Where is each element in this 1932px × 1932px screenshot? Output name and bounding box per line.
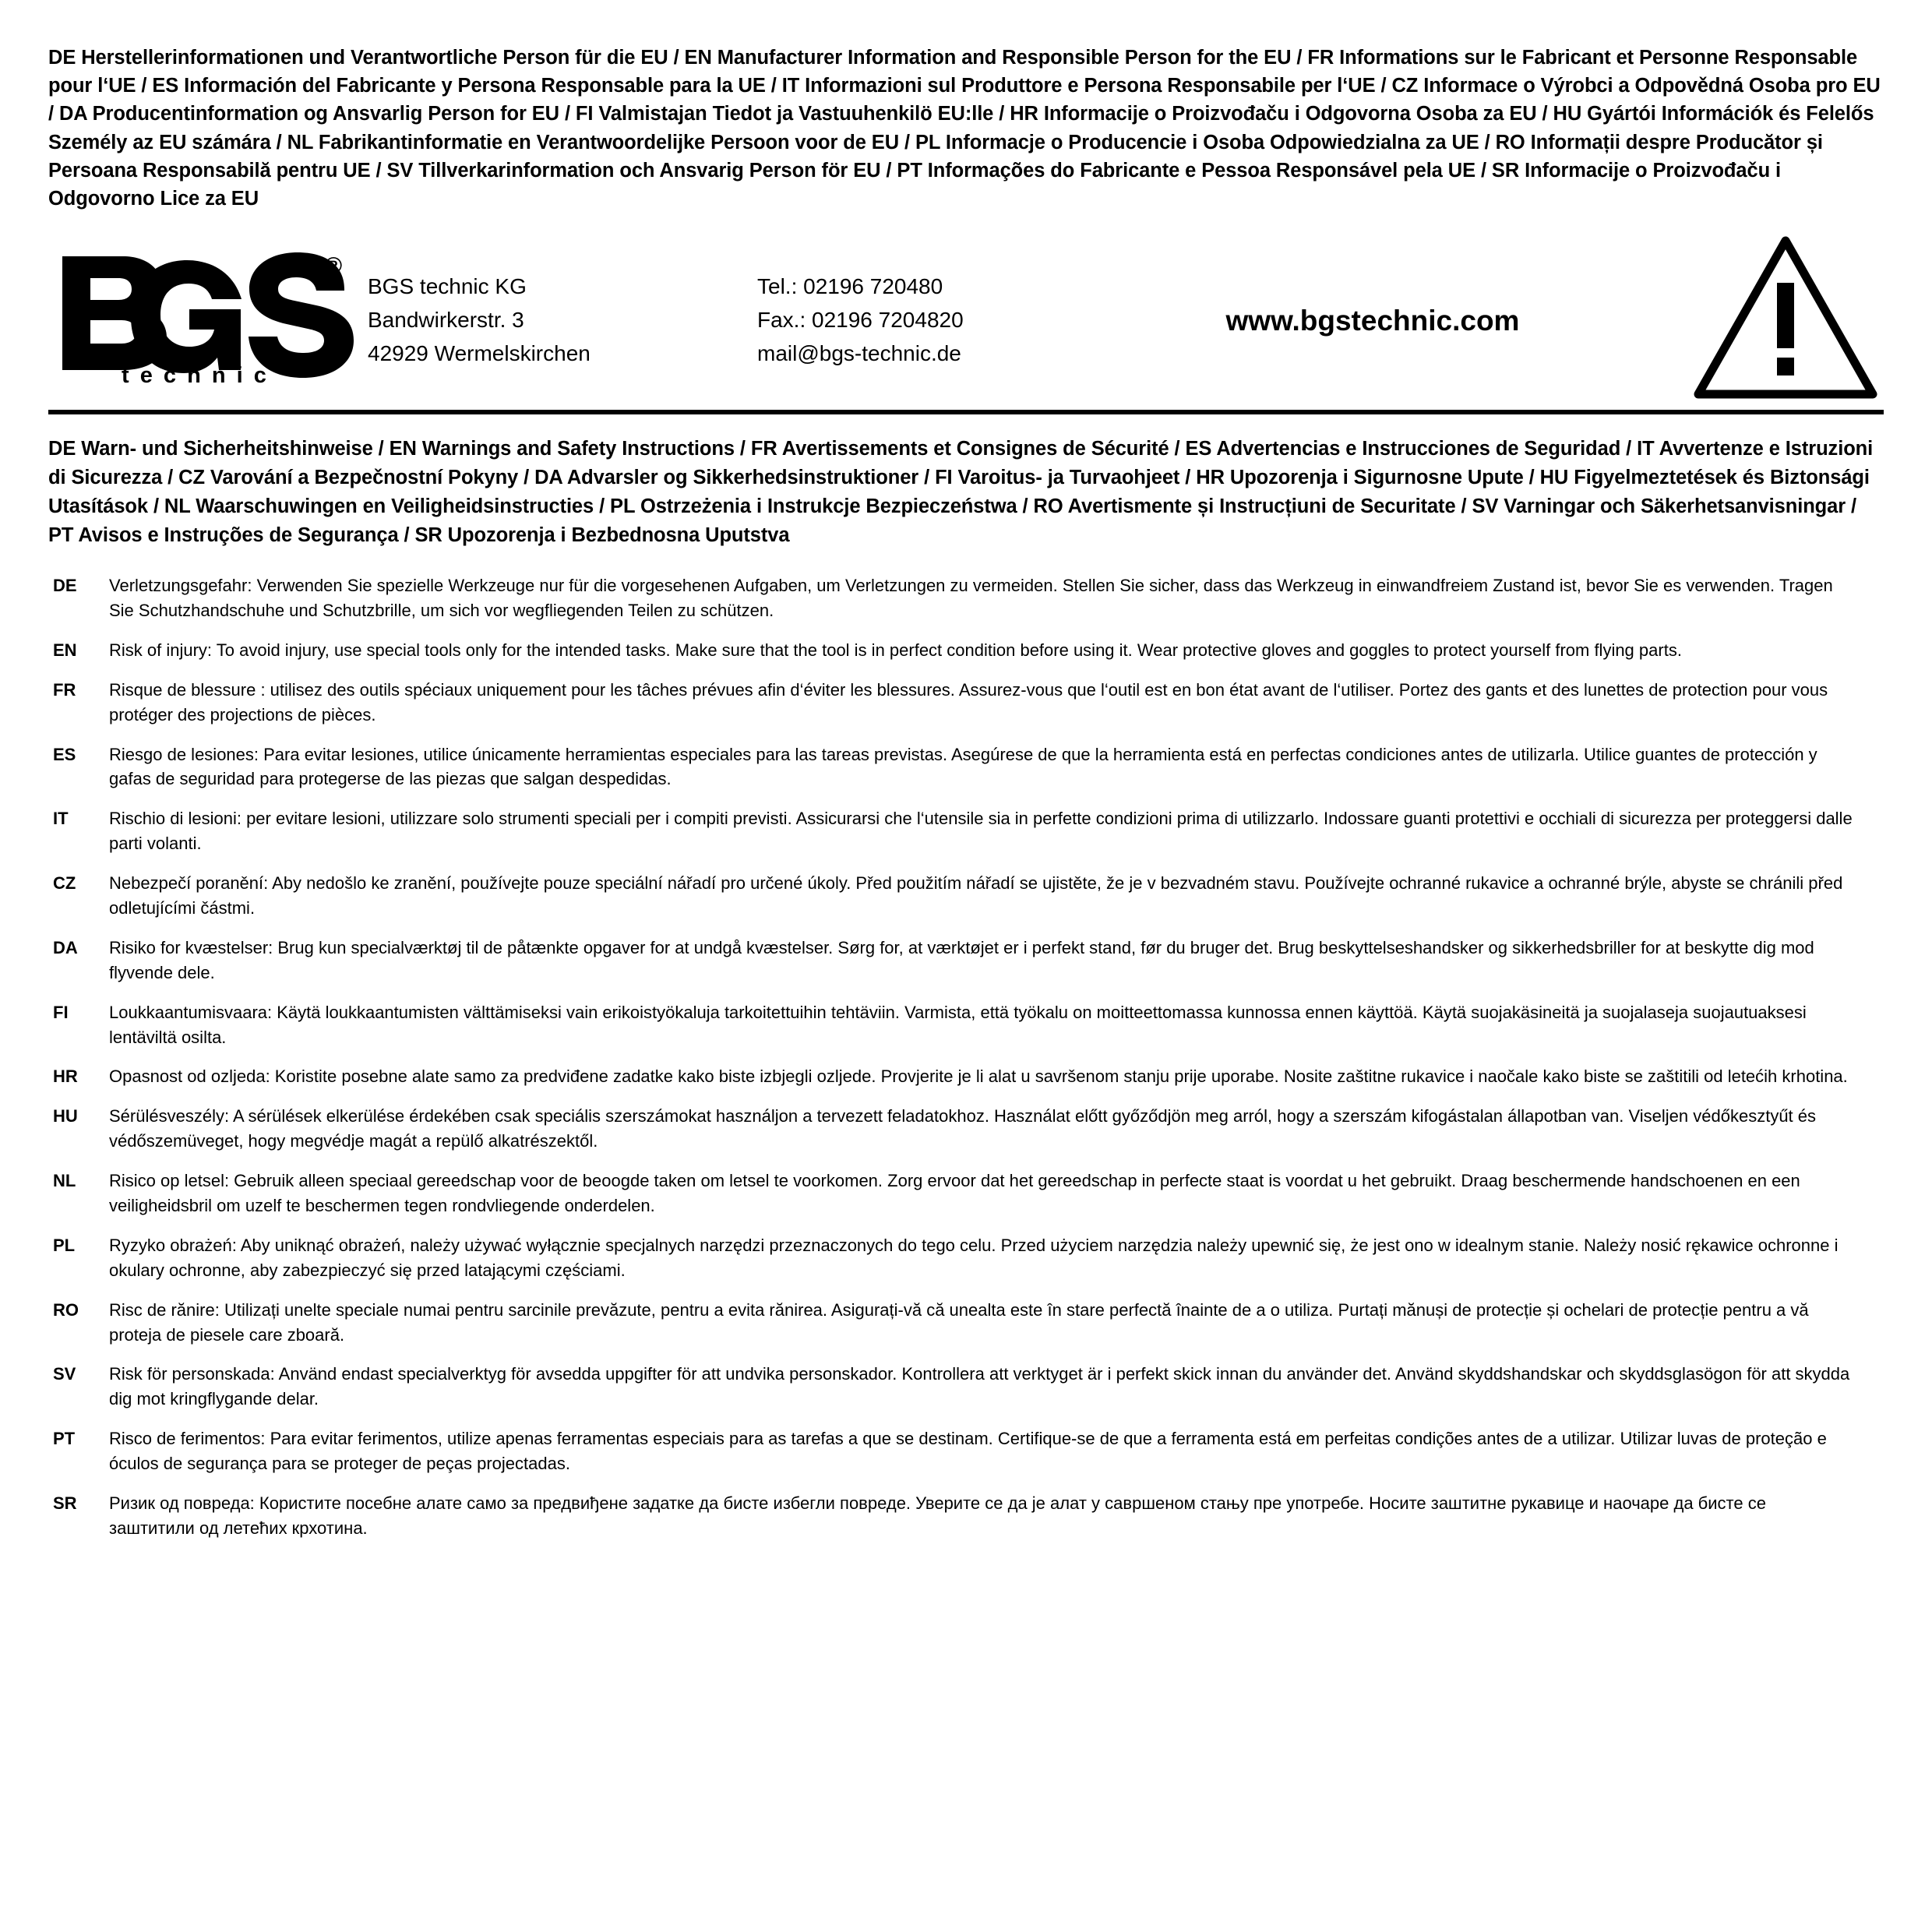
language-code: PL [53,1235,76,1255]
language-code: NL [53,1171,76,1191]
language-text: Risiko for kvæstelser: Brug kun specialværktøj til de påtænkte opgaver for at undgå kvæstelser. Sørg for, at værktøjet er i perfekt stand, før du bruger det. Brug beskyttelseshandsker og sikkerhedsbriller for at beskytte dig mod flyvende dele. [109,937,1814,982]
language-text: Rischio di lesioni: per evitare lesioni, utilizzare solo strumenti speciali per i compiti previsti. Assicurarsi che l‘utensile sia in perfette condizioni prima di utilizzarlo. Indossare guanti protettivi e occhiali di sicurezza per proteggersi dalle parti volanti. [109,809,1853,854]
language-text: Risk för personskada: Använd endast specialverktyg för avsedda uppgifter för att undvika personskador. Kontrollera att verktyget är i perfekt skick innan du använder det. Använd skyddshandskar och skyddsglasögon för att skydda dig mot kringflygande delar. [109,1364,1850,1409]
warning-triangle-icon [1692,234,1879,402]
list-item [48,1000,1884,1050]
language-code: CZ [53,873,76,894]
company-fax: Fax.: 02196 7204820 [757,308,964,333]
list-item [48,1362,1884,1412]
list-item [48,806,1884,856]
language-code: DE [53,576,77,596]
language-code: IT [53,809,69,829]
language-text: Risque de blessure : utilisez des outils spéciaux uniquement pour les tâches prévues afin d‘éviter les blessures. Assurez-vous que l‘outil est en bon état avant de l‘utiliser. Portez des gants et des lunettes de protection pour vous protéger des projections de pièces. [109,679,1828,724]
bgs-logo-icon [56,250,360,386]
company-information-band [48,230,1884,414]
language-code: RO [53,1299,79,1320]
language-code: DA [53,937,78,957]
language-text: Risk of injury: To avoid injury, use special tools only for the intended tasks. Make sure that the tool is in perfect condition before using it. Wear protective gloves and goggles to protect yourself from flying parts. [109,640,1682,660]
language-code: ES [53,744,76,764]
language-text: Ризик од повреда: Користите посебне алате само за предвиђене задатке да бисте избегли повреде. Уверите се да је алат у савршеном стању пре употребе. Носите заштитне рукавице и наочаре да бисте се заштитили од летећих крхотина. [109,1493,1766,1538]
company-address [368,266,757,371]
bgs-logo [48,250,368,386]
language-text: Risico op letsel: Gebruik alleen speciaal gereedschap voor de beoogde taken om letsel te voorkomen. Zorg ervoor dat het gereedschap in perfecte staat is voordat u het gebruikt. Draag beschermende handschoenen en een veiligheidsbril om uzelf te beschermen tegen rondvliegende onderdelen. [109,1171,1800,1216]
list-item [48,1426,1884,1476]
language-code: HR [53,1066,78,1087]
language-code: PT [53,1429,76,1449]
language-text: Nebezpečí poranění: Aby nedošlo ke zranění, používejte pouze speciální nářadí pro určené úkoly. Před použitím nářadí se ujistěte, že je v bezvadném stavu. Používejte ochranné rukavice a ochranné brýle, abyste se chránili před odletujícími částmi. [109,873,1843,918]
language-text: Ryzyko obrażeń: Aby uniknąć obrażeń, należy używać wyłącznie specjalnych narzędzi przeznaczonych do tego celu. Przed użyciem narzędzia należy upewnić się, że jest ono w idealnym stanie. Należy nosić rękawice ochronne i okulary ochronne, aby zabezpieczyć się przed latającymi częściami. [109,1235,1839,1280]
list-item [48,638,1884,663]
list-item [48,1233,1884,1283]
list-item [48,1064,1884,1089]
logo-subtitle: t e c h n i c [122,363,269,387]
list-item [48,1298,1884,1348]
language-text: Opasnost od ozljeda: Koristite posebne alate samo za predviđene zadatke kako biste izbjegli ozljede. Provjerite je li alat u savršenom stanju prije uporabe. Nosite zaštitne rukavice i naočale kako biste se zaštitili od letećih krhotina. [109,1066,1848,1087]
language-text: Verletzungsgefahr: Verwenden Sie spezielle Werkzeuge nur für die vorgesehenen Aufgaben, um Verletzungen zu vermeiden. Stellen Sie sicher, dass das Werkzeug in einwandfreiem Zustand ist, bevor Sie es verwenden. Tragen Sie Schutzhandschuhe und Schutzbrille, um sich vor wegfliegenden Teilen zu schützen. [109,576,1833,620]
language-code: EN [53,640,77,660]
language-text: Risc de rănire: Utilizați unelte speciale numai pentru sarcinile prevăzute, pentru a evita rănirea. Asigurați-vă că unealta este în stare perfectă înainte de a o utiliza. Purtați mănuși de protecție și ochelari de protecție pentru a vă proteja de piesele care zboară. [109,1299,1809,1345]
list-item [48,1104,1884,1154]
language-code: FI [53,1002,69,1022]
language-code: FR [53,679,76,700]
list-item [48,936,1884,985]
warnings-safety-heading: DE Warn- und Sicherheitshinweise / EN Warnings and Safety Instructions / FR Avertissements et Consignes de Sécurité / ES Advertencias e Instrucciones de Seguridad / IT Avvertenze e Istruzioni di Sicurezza / CZ Varování a Bezpečnostní Pokyny / DA Advarsler og Sikkerhedsinstruktioner / FI Varoitus- ja Turvaohjeet / HR Upozorenja i Sigurnosne Upute / HU Figyelmeztetések és Biztonsági Utasítások / NL Waarschuwingen en Veiligheidsinstructies / PL Ostrzeżenia i Instrukcje Bezpieczeństwa / RO Avertismente și Instrucțiuni de Securitate / SV Varningar och Säkerhetsanvisningar / PT Avisos e Instruções de Segurança / SR Upozorenja i Bezbednosna Uputstva [48,438,1874,547]
list-item [48,742,1884,792]
company-street: Bandwirkerstr. 3 [368,308,524,333]
registered-mark: ® [325,253,343,280]
list-item [48,678,1884,728]
language-code: SR [53,1493,77,1514]
list-item [48,573,1884,623]
language-text: Sérülésveszély: A sérülések elkerülése érdekében csak speciális szerszámokat használjon a tervezett feladatokhoz. Használat előtt győződjön meg arról, hogy a szerszám kifogástalan állapotban van. Viseljen védőkesztyűt és védőszemüveget, hogy megvédje magát a repülő alkatrészektől. [109,1106,1817,1151]
language-code: SV [53,1364,76,1384]
company-email[interactable]: mail@bgs-technic.de [757,341,961,366]
warning-triangle [1676,234,1884,402]
language-code: HU [53,1106,78,1126]
list-item [48,1491,1884,1541]
list-item [48,1169,1884,1218]
company-website[interactable]: www.bgstechnic.com [1225,304,1520,337]
list-item [48,871,1884,921]
manufacturer-info-heading: DE Herstellerinformationen und Verantwortliche Person für die EU / EN Manufacturer Information and Responsible Person for the EU / FR Informations sur le Fabricant et Personne Responsable pour l‘UE / ES Información del Fabricante y Persona Responsable para la UE / IT Informazioni sul Produttore e Persona Responsabile per l‘UE / CZ Informace o Výrobci a Odpovědná Osoba pro EU / DA Producentinformation og Ansvarlig Person for EU / FI Valmistajan Tiedot ja Vastuuhenkilö EU:lle / HR Informacije o Proizvođaču i Odgovorna Osoba za EU / HU Gyártói Információk és Felelős Személy az EU számára / NL Fabrikantinformatie en Verantwoordelijke Persoon voor de EU / PL Informacje o Producencie i Osoba Odpowiedzialna za UE / RO Informații despre Producător și Persoana Responsabilă pentru UE / SV Tillverkarinformation och Ansvarig Person för EU / PT Informações do Fabricante e Pessoa Responsável pela UE / SR Informacije o Proizvođaču i Odgovorno Lice za EU [48,47,1881,210]
company-name: BGS technic KG [368,273,527,298]
company-city: 42929 Wermelskirchen [368,341,591,366]
company-contact [757,266,1100,371]
language-text: Loukkaantumisvaara: Käytä loukkaantumisten välttämiseksi vain erikoistyökaluja tarkoitettuihin tehtäviin. Varmista, että työkalu on moitteettomassa kunnossa ennen käyttöä. Käytä suojakäsineitä ja suojalaseja suojautuaksesi lentäviltä osilta. [109,1002,1807,1047]
language-instruction-list [48,573,1884,1541]
language-text: Riesgo de lesiones: Para evitar lesiones, utilice únicamente herramientas especiales para las tareas previstas. Asegúrese de que la herramienta está en perfectas condiciones antes de utilizarla. Utilice guantes de protección y gafas de seguridad para protegerse de las piezas que salgan despedidas. [109,744,1817,789]
language-text: Risco de ferimentos: Para evitar ferimentos, utilize apenas ferramentas especiais para as tarefas a que se destinam. Certifique-se de que a ferramenta está em perfeitas condições antes de a utilizar. Utilizar luvas de proteção e óculos de segurança para se proteger de peças projectadas. [109,1429,1827,1474]
company-telephone: Tel.: 02196 720480 [757,273,943,298]
